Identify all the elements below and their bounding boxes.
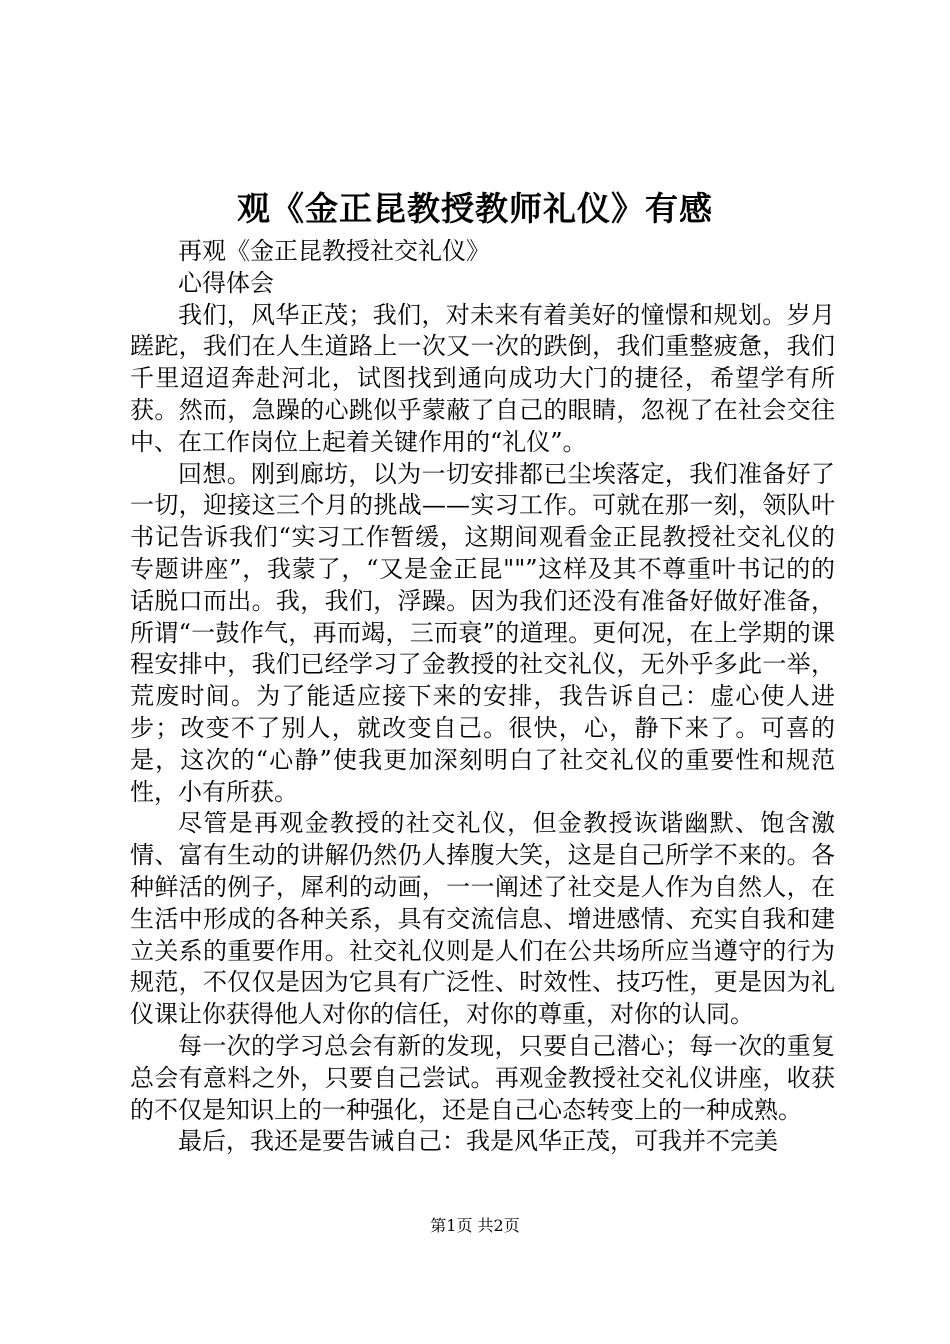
page-footer: 第1页 共2页 (430, 1216, 520, 1235)
body-paragraph-5: 最后，我还是要告诫自己：我是风华正茂，可我并不完美 (178, 1127, 778, 1156)
document-title: 观《金正昆教授教师礼仪》有感 (237, 189, 713, 228)
body-paragraph-3: 尽管是再观金教授的社交礼仪，但金教授诙谐幽默、饱含激情、富有生动的讲解仍然仍人捧腹大笑，这是自己所学不来的。各种鲜活的例子，犀利的动画，一一阐述了社交是人作为自然人，在生活中形成的各种关系，具有交流信息、增进感情、充实自我和建立关系的重要作用。社交礼仪则是人们在公共场所应当遵守的行为规范，不仅仅是因为它具有广泛性、时效性、技巧性，更是因为礼仪课让你获得他人对你的信任，对你的尊重，对你的认同。 (130, 809, 835, 1029)
document-body (130, 236, 835, 1158)
body-paragraph-2: 回想。刚到廊坊，以为一切安排都已尘埃落定，我们准备好了一切，迎接这三个月的挑战——实习工作。可就在那一刻，领队叶书记告诉我们“实习工作暂缓，这期间观看金正昆教授社交礼仪的专题讲座”，我蒙了，“又是金正昆""”这样及其不尊重叶书记的的话脱口而出。我，我们，浮躁。因为我们还没有准备好做好准备，所谓“一鼓作气，再而竭，三而衰”的道理。更何况，在上学期的课程安排中，我们已经学习了金教授的社交礼仪，无外乎多此一举，荒废时间。为了能适应接下来的安排，我告诉自己：虚心使人进步；改变不了别人，就改变自己。很快，心，静下来了。可喜的是，这次的“心静”使我更加深刻明白了社交礼仪的重要性和规范性，小有所获。 (130, 459, 835, 806)
body-paragraph-1: 我们，风华正茂；我们，对未来有着美好的憧憬和规划。岁月蹉跎，我们在人生道路上一次又一次的跌倒，我们重整疲惫，我们千里迢迢奔赴河北，试图找到通向成功大门的捷径，希望学有所获。然而，急躁的心跳似乎蒙蔽了自己的眼睛，忽视了在社会交往中、在工作岗位上起着关键作用的“礼仪”。 (130, 300, 835, 456)
subtitle-paragraph: 再观《金正昆教授社交礼仪》 (178, 237, 490, 265)
body-paragraph-4: 每一次的学习总会有新的发现，只要自己潜心；每一次的重复总会有意料之外，只要自己尝试。再观金教授社交礼仪讲座，收获的不仅是知识上的一种强化，还是自己心态转变上的一种成熟。 (130, 1031, 835, 1124)
section-label-paragraph: 心得体会 (178, 268, 274, 297)
